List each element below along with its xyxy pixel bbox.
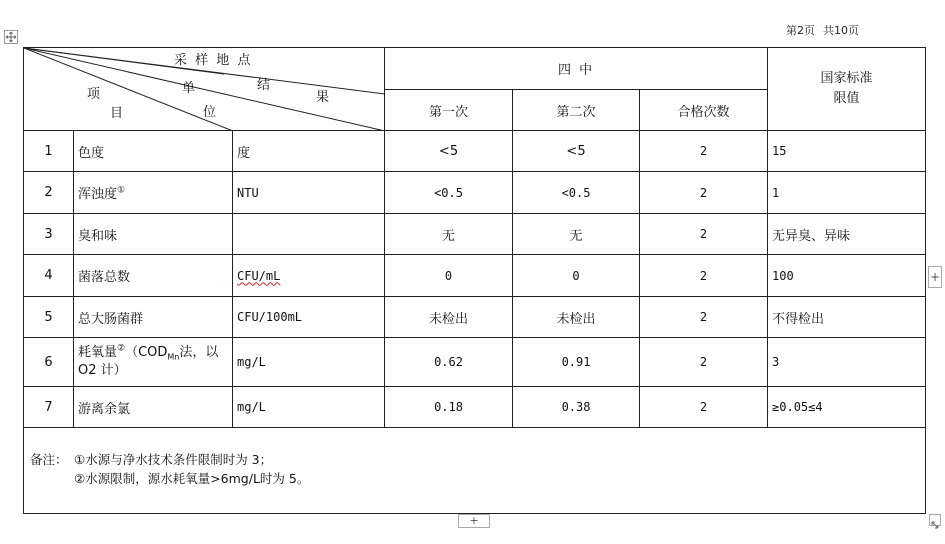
table-row <box>24 172 926 214</box>
table-move-handle[interactable] <box>4 30 18 44</box>
row-standard: 不得检出 <box>768 297 926 338</box>
table-row <box>24 255 926 297</box>
diagonal-header-cell <box>24 48 385 131</box>
notes-cell <box>24 428 926 514</box>
diag-label-unit-a: 单 <box>182 81 196 96</box>
page-current: 第2页 <box>786 24 815 37</box>
row-standard: 无异臭、异味 <box>768 214 926 255</box>
unit-text: CFU/mL <box>237 268 281 283</box>
row-no: 7 <box>24 387 74 428</box>
row-second: 0.38 <box>513 387 640 428</box>
row-pass: 2 <box>640 214 768 255</box>
row-item: 色度 <box>74 131 233 172</box>
location-name: 四 中 <box>557 63 595 78</box>
row-item <box>74 172 233 214</box>
diag-label-result-b: 果 <box>316 90 330 105</box>
row-standard: ≥0.05≤4 <box>768 387 926 428</box>
row-pass: 2 <box>640 172 768 214</box>
row-unit: mg/L <box>233 338 385 387</box>
row-second: 未检出 <box>513 297 640 338</box>
row-first: 无 <box>385 214 513 255</box>
row-pass: 2 <box>640 338 768 387</box>
table-row <box>24 297 926 338</box>
item-line2: O2 计） <box>78 363 127 378</box>
item-method: （COD <box>125 345 168 360</box>
row-standard: 1 <box>768 172 926 214</box>
diag-label-result-a: 结 <box>257 78 271 93</box>
footnote-marker: ② <box>117 343 126 354</box>
note-2: ②水源限制，源水耗氧量>6mg/L时为 5。 <box>74 471 310 486</box>
note-1: ①水源与净水技术条件限制时为 3； <box>74 452 273 467</box>
row-no: 4 <box>24 255 74 297</box>
row-item <box>74 338 233 387</box>
row-second: 0.91 <box>513 338 640 387</box>
diag-label-item-b: 目 <box>110 106 124 121</box>
row-first: 0 <box>385 255 513 297</box>
row-second: <5 <box>513 131 640 172</box>
row-standard: 3 <box>768 338 926 387</box>
add-column-button[interactable]: + <box>928 266 942 288</box>
item-subscript: Mn <box>167 352 180 362</box>
row-pass: 2 <box>640 255 768 297</box>
location-header <box>385 48 768 90</box>
row-second: 0 <box>513 255 640 297</box>
diag-label-location: 采 样 地 点 <box>174 53 253 68</box>
row-pass: 2 <box>640 131 768 172</box>
subcol-second: 第二次 <box>513 90 640 131</box>
row-standard: 100 <box>768 255 926 297</box>
resize-arrow-icon <box>930 520 940 530</box>
move-arrows-icon <box>5 31 17 43</box>
table-row <box>24 214 926 255</box>
row-no: 5 <box>24 297 74 338</box>
row-no: 1 <box>24 131 74 172</box>
subcol-first: 第一次 <box>385 90 513 131</box>
item-name: 浑浊度 <box>78 187 118 202</box>
row-unit: 度 <box>233 131 385 172</box>
table-row <box>24 338 926 387</box>
row-second: <0.5 <box>513 172 640 214</box>
row-first: 未检出 <box>385 297 513 338</box>
row-item: 菌落总数 <box>74 255 233 297</box>
subcol-pass-count: 合格次数 <box>640 90 768 131</box>
row-unit: CFU/100mL <box>233 297 385 338</box>
row-second: 无 <box>513 214 640 255</box>
standard-header: 国家标准 限值 <box>768 48 926 131</box>
table-resize-handle[interactable] <box>929 514 941 526</box>
row-first: <5 <box>385 131 513 172</box>
row-unit <box>233 214 385 255</box>
page-indicator <box>786 22 859 38</box>
item-name: 耗氧量 <box>78 345 118 360</box>
item-method-tail: 法，以 <box>179 345 219 360</box>
footnote-marker: ① <box>117 185 126 196</box>
row-unit: mg/L <box>233 387 385 428</box>
row-standard: 15 <box>768 131 926 172</box>
row-item: 游离余氯 <box>74 387 233 428</box>
row-unit: NTU <box>233 172 385 214</box>
row-item: 臭和味 <box>74 214 233 255</box>
notes-row <box>24 428 926 514</box>
row-first: 0.18 <box>385 387 513 428</box>
row-no: 3 <box>24 214 74 255</box>
row-no: 2 <box>24 172 74 214</box>
water-quality-table <box>23 47 926 514</box>
diag-label-item-a: 项 <box>87 87 101 102</box>
add-row-button[interactable]: + <box>458 514 490 528</box>
row-no: 6 <box>24 338 74 387</box>
page-total: 共10页 <box>823 24 859 37</box>
row-first: <0.5 <box>385 172 513 214</box>
diag-label-unit-b: 位 <box>203 105 217 120</box>
notes-label: 备注： <box>30 452 68 467</box>
row-pass: 2 <box>640 297 768 338</box>
table-row <box>24 131 926 172</box>
row-first: 0.62 <box>385 338 513 387</box>
row-unit <box>233 255 385 297</box>
row-pass: 2 <box>640 387 768 428</box>
row-item: 总大肠菌群 <box>74 297 233 338</box>
table-row <box>24 387 926 428</box>
header-row-1 <box>24 48 926 90</box>
